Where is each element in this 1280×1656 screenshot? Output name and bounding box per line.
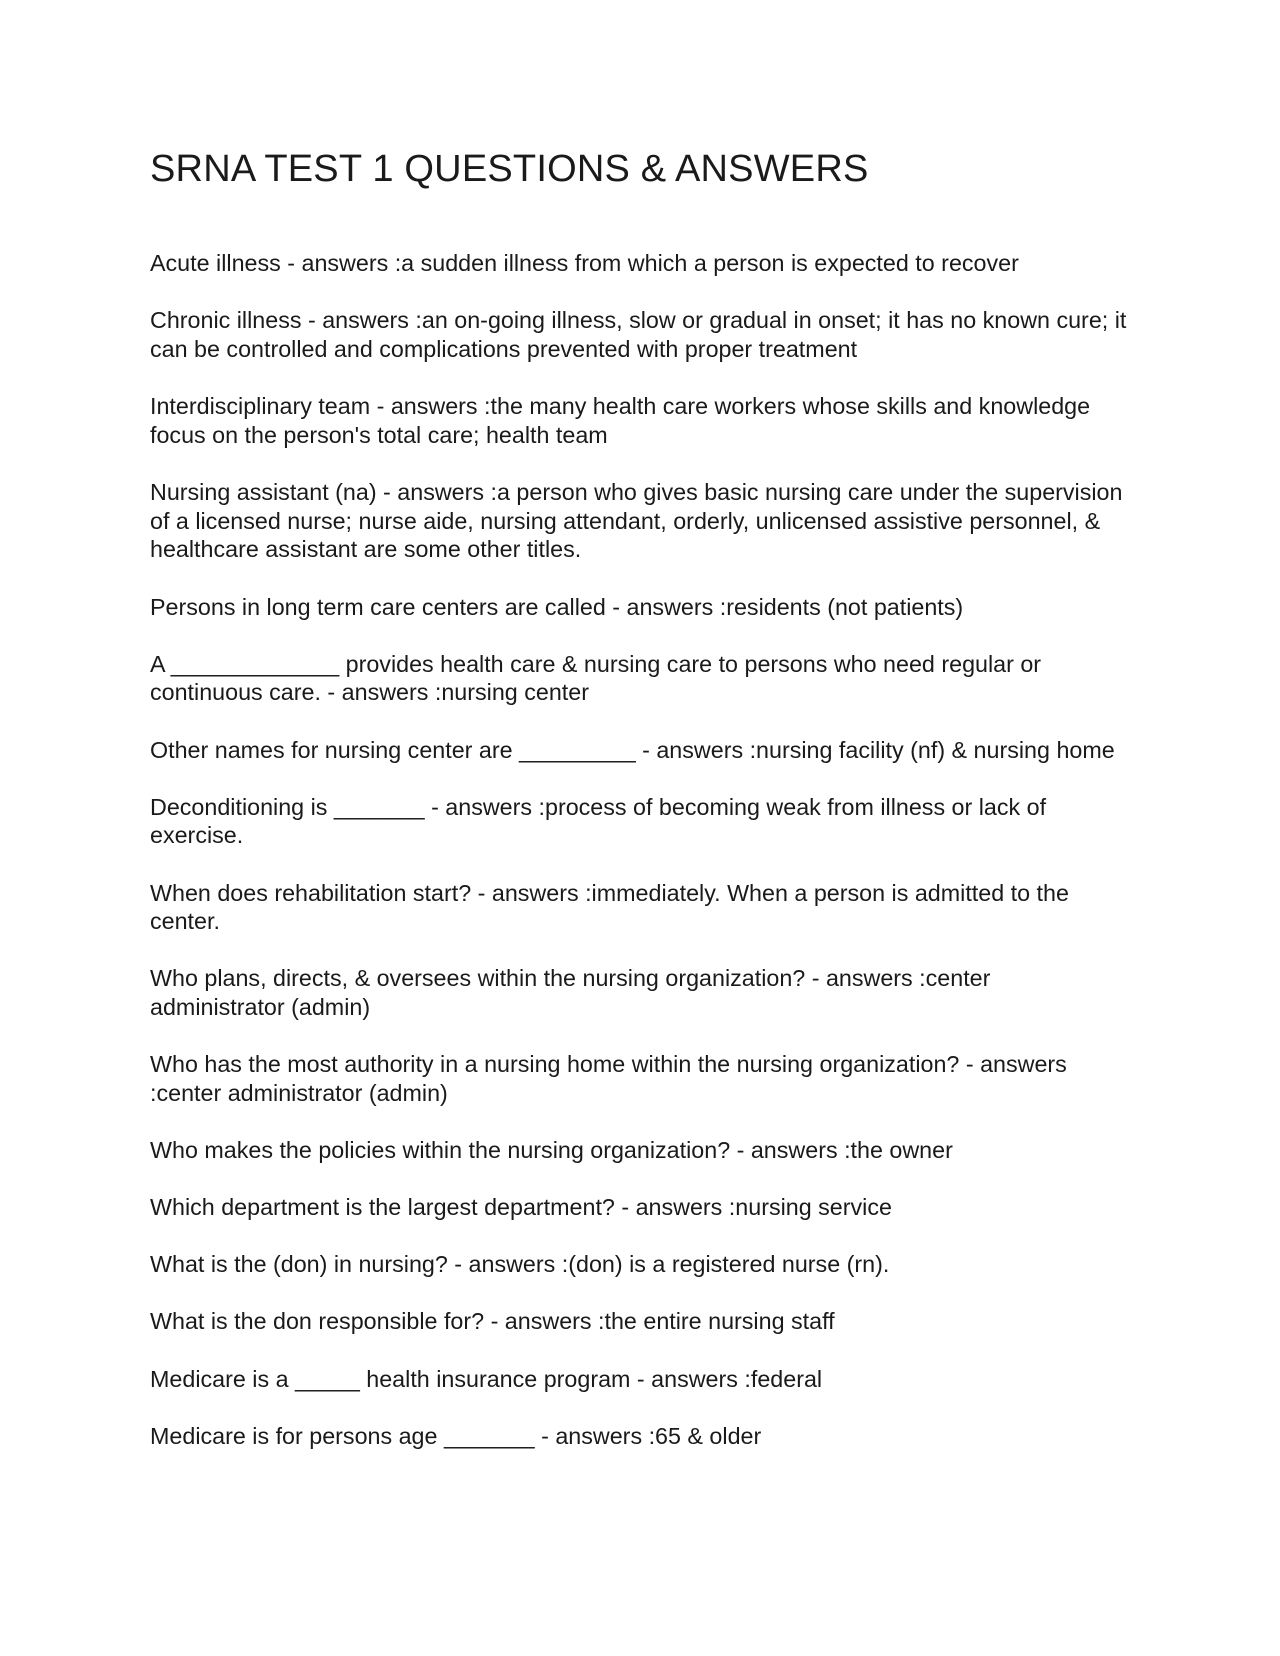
qa-item: Who has the most authority in a nursing home within the nursing organization? - answers :center administrator (admin) (150, 1051, 1067, 1107)
qa-item: Nursing assistant (na) - answers :a person who gives basic nursing care under the supervision of a licensed nurse; nurse aide, nursing attendant, orderly, unlicensed assistive personnel, & healthcare assistant are some other titles. (150, 478, 1123, 563)
qa-item: Which department is the largest department? - answers :nursing service (150, 1194, 892, 1221)
qa-item: Persons in long term care centers are called - answers :residents (not patients) (150, 593, 964, 620)
qa-item: Other names for nursing center are _________ - answers :nursing facility (nf) & nursing home (150, 736, 1115, 763)
qa-item: Medicare is for persons age _______ - answers :65 & older (150, 1422, 762, 1449)
qa-item: Who plans, directs, & oversees within the nursing organization? - answers :center administrator (admin) (150, 965, 991, 1021)
qa-item: When does rehabilitation start? - answers :immediately. When a person is admitted to the center. (150, 879, 1069, 935)
qa-item: Deconditioning is _______ - answers :process of becoming weak from illness or lack of exercise. (150, 793, 1047, 849)
qa-item: What is the (don) in nursing? - answers :(don) is a registered nurse (rn). (150, 1251, 890, 1278)
qa-item: Chronic illness - answers :an on-going illness, slow or gradual in onset; it has no known cure; it can be controlled and complications prevented with proper treatment (150, 307, 1127, 362)
qa-item: Acute illness - answers :a sudden illness from which a person is expected to recover (150, 250, 1019, 276)
qa-item: A _____________ provides health care & nursing care to persons who need regular or continuous care. - answers :nursing center (150, 650, 1042, 706)
qa-item: What is the don responsible for? - answers :the entire nursing staff (150, 1308, 835, 1335)
page-title: SRNA TEST 1 QUESTIONS & ANSWERS (150, 148, 869, 190)
qa-list (150, 249, 1130, 1479)
qa-item: Who makes the policies within the nursing organization? - answers :the owner (150, 1137, 953, 1164)
qa-item: Medicare is a _____ health insurance program - answers :federal (150, 1365, 823, 1392)
qa-item: Interdisciplinary team - answers :the many health care workers whose skills and knowledge focus on the person's total care; health team (150, 392, 1091, 448)
